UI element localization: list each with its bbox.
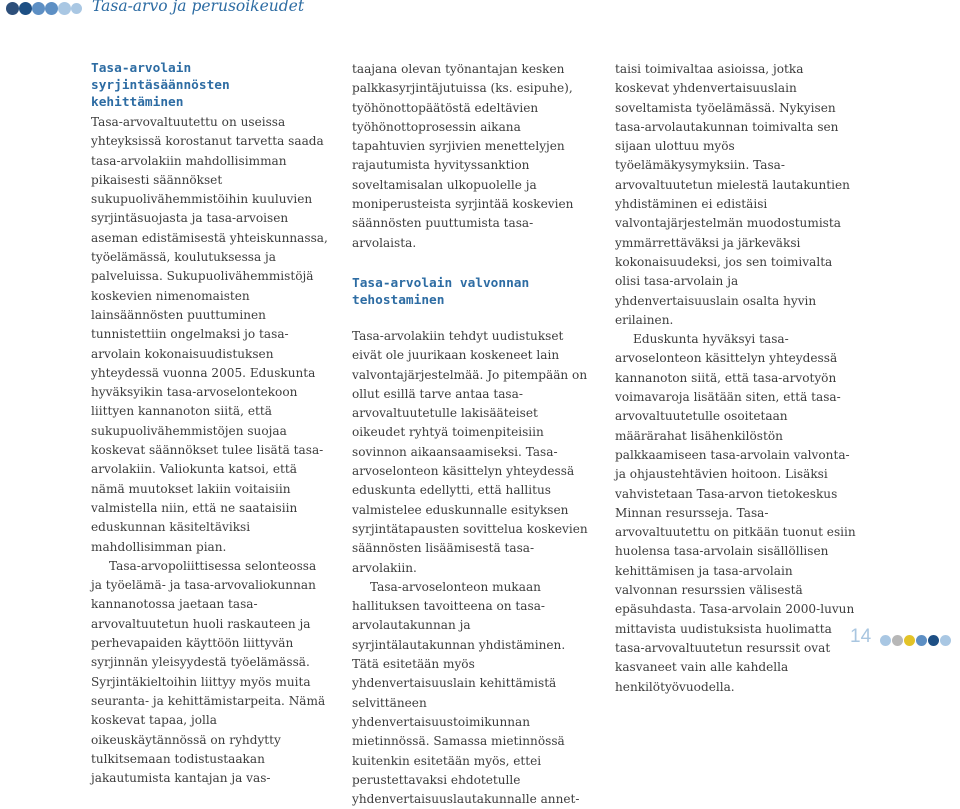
body-paragraph: Tasa-arvoselonteon mukaan hallituksen tavoitteena on tasa-arvolautakunnan ja syrjintälautakunnan yhdistäminen. Tätä esitetään myös yhdenvertaisuuslain kehittämistä selvittäneen yhdenvertaisuustoimikunnan mietinnössä. Samassa mietinnössä kuitenkin esitetään myös, ettei perustettavaksi ehdotetulle yhdenvertaisuuslautakunnalle annet- [352,579,580,807]
page-header [0,0,960,20]
running-header-title [92,0,304,15]
header-title-main: Tasa-arvo ja [92,0,192,15]
page-number: 14 [850,626,872,647]
body-paragraph: Tasa-arvopoliittisessa selonteossa ja työelämä- ja tasa-arvovaliokunnan kannanotossa jaetaan tasa-arvovaltuutetun huoli raskauteen ja perhevapaiden käyttöön liittyvän syrjinnän yleisyydestä työelämässä. Syrjintäkieltoihin liittyy myös muita seuranta- ja kehittämistarpeita. Nämä koskevat tapaa, jolla oikeuskäytännössä on ryhdytty tulkitsemaan todistustaakan jakautumista kantajan ja vas- [91,558,326,786]
body-paragraph: Eduskunta hyväksyi tasa-arvoselonteon käsittelyn yhteydessä kannanoton siitä, että tasa-arvotyön voimavaroja lisätään siten, että tasa-arvovaltuutetulle osoitetaan määrärahat lisähenkilöstön palkkaamiseen tasa-arvolain valvonta- ja ohjaustehtävien hoitoon. Lisäksi vahvistetaan Tasa-arvon tietokeskus Minnan resursseja. Tasa-arvovaltuutettu on pitkään tuonut esiin huolensa tasa-arvolain sisällöllisen kehittämisen ja tasa-arvolain valvonnan resurssien välisestä epäsuhdasta. Tasa-arvolain 2000-luvun mittavista uudistuksista huolimatta tasa-arvovaltuutetun resurssit ovat kasvaneet vain alle kahdella henkilötyövuodella. [615,332,856,694]
decor-dot [32,2,45,15]
body-paragraph: Tasa-arvolakiin tehdyt uudistukset eivät ole juurikaan koskeneet lain valvontajärjestelmää. Jo pitempään on ollut esillä tarve antaa tasa-arvovaltuutetulle lakisääteiset oikeudet ryhtyä toimenpiteisiin sovinnon aikaansaamiseksi. Tasa-arvoselonteon käsittelyn yhteydessä eduskunta edellytti, että hallitus valmistelee eduskunnalle esityksen syrjintätapausten sovittelua koskevien säännösten lisäämisestä tasa-arvolakiin. [352,328,588,575]
text-column-2 [352,60,593,809]
body-paragraph: taisi toimivaltaa asioissa, jotka koskevat yhdenvertaisuuslain soveltamista työelämässä. Nykyisen tasa-arvolautakunnan toimivalta sen sijaan ulottuu myös työelämäkysymyksiin. Tasa-arvovaltuutetun mielestä lautakuntien yhdistäminen ei edistäisi valvontajärjestelmän muodostumista ymmärrettäväksi ja järkeväksi kokonaisuudeksi, jos sen toimivalta olisi tasa-arvolain ja yhdenvertaisuuslain osalta hyvin erilainen. [615,62,850,327]
body-paragraph: taajana olevan työnantajan kesken palkkasyrjintäjutuissa (ks. esipuhe), työhönottopäätöstä edeltävien työhönottoprosessin aikana tapahtuvien syrjivien menettelyjen rajautumista hyvityssanktion soveltamisalan ulkopuolelle ja moniperusteista syrjintää koskevien säännösten puuttumista tasa-arvolaista. [352,62,574,250]
header-title-italic: perusoikeudet [191,0,305,15]
decor-dot [880,635,891,646]
decor-dot [928,635,939,646]
decor-dot [19,2,32,15]
decor-dot [6,2,19,15]
text-column-3 [615,60,856,697]
text-column-1 [91,60,329,788]
decor-dot [45,2,58,15]
section-heading: Tasa-arvolain syrjintäsäännösten kehittäminen [91,61,230,110]
decor-dot [58,2,71,15]
decor-dot [916,635,927,646]
decor-dot [940,635,951,646]
decor-dot [904,635,915,646]
section-heading: Tasa-arvolain valvonnan tehostaminen [352,275,530,308]
decor-dot [71,3,82,14]
decor-dot [892,635,903,646]
body-paragraph: Tasa-arvovaltuutettu on useissa yhteyksissä korostanut tarvetta saada tasa-arvolakiin mahdollisimman pikaisesti säännökset sukupuolivähemmistöihin kuuluvien syrjintäsuojasta ja tasa-arvoisen aseman edistämisestä yhteiskunnassa, työelämässä, koulutuksessa ja palveluissa. Sukupuolivähemmistöjä koskevien nimenomaisten lainsäännösten puuttuminen tunnistettiin ongelmaksi jo tasa-arvolain kokonaisuudistuksen yhteydessä vuonna 2005. Eduskunta hyväksyikin tasa-arvoselontekoon liittyen kannanoton siitä, että sukupuolivähemmistöjen suojaa koskevat säännökset tulee lisätä tasa-arvolakiin. Valiokunta katsoi, että nämä muutokset lakiin voitaisiin valmistella niin, että ne saataisiin eduskunnan käsiteltäviksi mahdollisimman pian. [91,115,328,554]
